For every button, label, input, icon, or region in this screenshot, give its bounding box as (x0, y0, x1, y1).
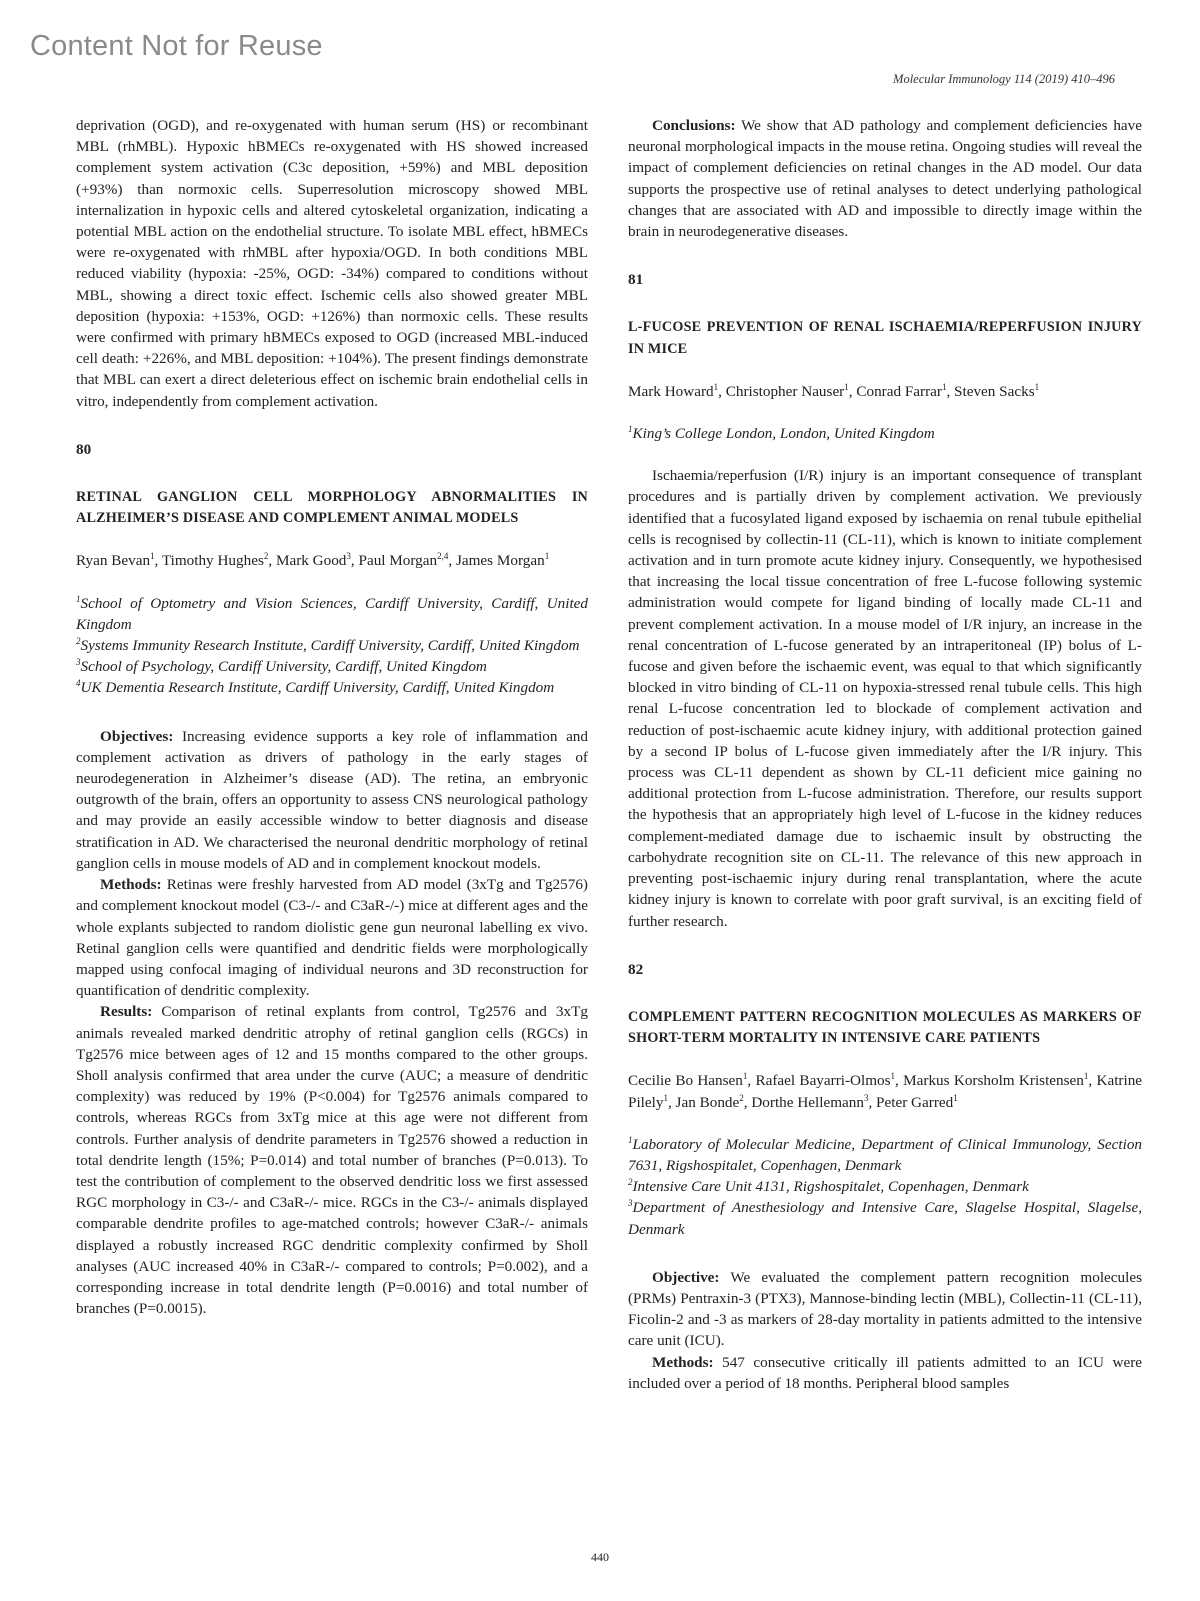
conclusions-paragraph (628, 115, 1142, 242)
watermark: Content Not for Reuse (30, 30, 323, 62)
author-affiliation-marker: 3 (346, 551, 351, 562)
author-affiliation-marker: 1 (1034, 381, 1040, 392)
author-affiliation-marker: 2,4 (437, 551, 449, 562)
author-name: Mark Howard (628, 382, 714, 400)
right-column (628, 115, 1142, 1394)
author-name: Paul Morgan (358, 552, 438, 570)
affiliation-text: School of Optometry and Vision Sciences, Cardiff University, Cardiff, United Kingdom (76, 594, 588, 633)
author-affiliation-marker: 1 (844, 381, 849, 392)
affiliation (628, 423, 1142, 444)
author-name: Cecilie Bo Hansen (628, 1072, 743, 1090)
continued-paragraph: deprivation (OGD), and re-oxygenated with human serum (HS) or recombinant MBL (rhMBL). Hypoxic hBMECs re-oxygenated with HS showed increased complement system activation (C3c deposition, +59%) and MBL deposition (+93%) than normoxic cells. Superresolution microscopy showed MBL internalization in hypoxic cells and altered cytoskeletal organization, indicating a potential MBL action on the endothelial structure. To isolate MBL effect, hBMECs were re-oxygenated with rhMBL after hypoxia/OGD. In both conditions MBL reduced viability (hypoxia: -25%, OGD: -34%) compared to conditions without MBL, showing a direct toxic effect. Ischemic cells also showed greater MBL deposition (hypoxia: +153%, OGD: +126%) than normoxic cells. These results were confirmed with primary hBMECs exposed to OGD (increased MBL-induced cell death: +226%, and MBL deposition: +104%). The present findings demonstrate that MBL can exert a direct deleterious effect on ischemic brain endothelial cells in vitro, independently from complement activation. (76, 117, 588, 410)
methods-label: Methods: (100, 876, 162, 894)
author-name: Timothy Hughes (161, 552, 264, 570)
affiliation-text: Laboratory of Molecular Medicine, Department of Clinical Immunology, Section 7631, Rigshospitalet, Copenhagen, Denmark (628, 1135, 1142, 1174)
author-name: Jan Bonde (675, 1093, 740, 1111)
author-name: Markus Korsholm Kristensen (903, 1072, 1084, 1090)
author-affiliation-marker: 1 (742, 1071, 748, 1082)
abstract-title: L-FUCOSE PREVENTION OF RENAL ISCHAEMIA/REPERFUSION INJURY IN MICE (628, 319, 1142, 357)
affiliation-marker: 1 (628, 1134, 633, 1145)
affiliation-text: Department of Anesthesiology and Intensive Care, Slagelse Hospital, Slagelse, Denmark (628, 1199, 1142, 1238)
affiliation-text: Intensive Care Unit 4131, Rigshospitalet, Copenhagen, Denmark (632, 1178, 1029, 1196)
page-number: 440 (591, 1550, 609, 1564)
results-label: Results: (100, 1003, 153, 1021)
author-name: Conrad Farrar (856, 382, 942, 400)
affiliation-text: UK Dementia Research Institute, Cardiff University, Cardiff, United Kingdom (80, 679, 555, 697)
author-name: Dorthe Hellemann (751, 1093, 864, 1111)
author-affiliation-marker: 3 (863, 1092, 869, 1103)
author-affiliation-marker: 1 (150, 551, 155, 562)
methods-paragraph (76, 874, 588, 1001)
objective-label: Objective: (652, 1268, 720, 1286)
affiliation (76, 656, 588, 677)
affiliation-list (76, 593, 588, 699)
methods-paragraph (628, 1352, 1142, 1394)
affiliation (76, 593, 588, 635)
author-affiliation-marker: 1 (544, 551, 550, 562)
methods-text: 547 consecutive critically ill patients admitted to an ICU were included over a period of 18 months. Peripheral blood samples (628, 1353, 1142, 1392)
author-affiliation-marker: 2 (739, 1092, 744, 1103)
author-affiliation-marker: 1 (1083, 1071, 1089, 1082)
affiliation (76, 635, 588, 656)
affiliation (76, 677, 588, 698)
author-name: Ryan Bevan (76, 552, 151, 570)
affiliation-text: School of Psychology, Cardiff University, Cardiff, United Kingdom (80, 658, 487, 676)
results-paragraph (76, 1001, 588, 1319)
author-name: Peter Garred (876, 1093, 954, 1111)
affiliation-marker: 3 (76, 657, 81, 668)
author-list: Cecilie Bo Hansen$^1$, Rafael Bayarri-Olmos$^1$, Markus Korsholm Kristensen$^1$, Katrine Pilely$^1$, Jan Bonde$^2$, Dorthe Hellemann$^3$, Peter Garred$^1$ (628, 1071, 1143, 1111)
affiliation-text: Systems Immunity Research Institute, Cardiff University, Cardiff, United Kingdom (80, 637, 580, 655)
author-name: Mark Good (275, 552, 347, 570)
author-name: Rafael Bayarri-Olmos (755, 1072, 891, 1090)
methods-text: Retinas were freshly harvested from AD model (3xTg and Tg2576) and complement knockout model (C3-/- and C3aR-/-) mice at different ages and the whole explants subjected to random diolistic gene gun neuronal labelling ex vivo. Retinal ganglion cells were quantified and dendritic fields were morphologically mapped using confocal imaging of individual neurons and 3D reconstruction for quantification of dendritic complexity. (76, 876, 588, 1000)
author-affiliation-marker: 1 (941, 381, 947, 392)
affiliation (628, 1197, 1142, 1239)
journal-reference: Molecular Immunology 114 (2019) 410–496 (893, 72, 1115, 86)
affiliation-list (628, 423, 1142, 444)
author-name: Katrine Pilely (628, 1072, 1143, 1111)
affiliation-marker: 3 (628, 1198, 633, 1209)
objectives-label: Objectives: (100, 727, 174, 745)
author-affiliation-marker: 1 (890, 1071, 896, 1082)
affiliation-list (628, 1134, 1142, 1240)
author-affiliation-marker: 1 (953, 1092, 958, 1103)
conclusions-text: We show that AD pathology and complement deficiencies have neuronal morphological impacts in the mouse retina. Ongoing studies will reveal the impact of complement deficiencies on retinal changes in the AD model. Our data supports the prospective use of retinal analyses to detect underlying pathological changes that are associated with AD and impossible to directly image within the brain in neurodegenerative diseases. (628, 117, 1142, 241)
author-name: Steven Sacks (954, 382, 1035, 400)
abstract-number: 82 (628, 960, 644, 978)
abstract-number: 81 (628, 271, 644, 289)
left-column (76, 115, 588, 1319)
affiliation-marker: 2 (76, 636, 81, 646)
abstract-number: 80 (76, 440, 92, 458)
conclusions-label: Conclusions: (652, 117, 736, 134)
affiliation-marker: 1 (76, 593, 81, 604)
abstract-title: COMPLEMENT PATTERN RECOGNITION MOLECULES AS MARKERS OF SHORT-TERM MORTALITY IN INTENSIVE CARE PATIENTS (628, 1008, 1142, 1047)
author-list: Mark Howard$^1$, Christopher Nauser$^1$, Conrad Farrar$^1$, Steven Sacks$^1$ (628, 381, 1040, 400)
affiliation (628, 1176, 1142, 1197)
abstract-title: RETINAL GANGLION CELL MORPHOLOGY ABNORMALITIES IN ALZHEIMER’S DISEASE AND COMPLEMENT ANIMAL MODELS (76, 489, 588, 527)
affiliation-text: King’s College London, London, United Kingdom (632, 425, 935, 443)
objectives-paragraph (76, 726, 588, 874)
author-affiliation-marker: 1 (713, 381, 719, 392)
affiliation-marker: 2 (628, 1177, 633, 1188)
objective-text: We evaluated the complement pattern recognition molecules (PRMs) Pentraxin-3 (PTX3), Mannose-binding lectin (MBL), Collectin-11 (CL-11), Ficolin-2 and -3 as markers of 28-day mortality in patients admitted to the intensive care unit (ICU). (628, 1268, 1142, 1350)
author-affiliation-marker: 2 (263, 551, 269, 562)
affiliation-marker: 4 (76, 678, 81, 689)
affiliation-marker: 1 (628, 423, 633, 434)
body-paragraph: Ischaemia/reperfusion (I/R) injury is an important consequence of transplant procedures and is partially driven by complement activation. We previously identified that a fucosylated ligand exposed by ischaemia on renal tubule epithelial cells is recognised by collectin-11 (CL-11), which is known to initiate complement activation and in turn promote acute kidney injury. Consequently, we hypothesised that increasing the local tissue concentration of free L-fucose following systemic administration would compete for ligand binding of locally made CL-11 and prevent complement activation. In a mouse model of I/R injury, an increase in the renal concentration of L-fucose generated by an intraperitoneal (IP) bolus of L-fucose and given before the ischaemic event, was equal to that which significantly blocked in vitro binding of CL-11 on hypoxia-stressed renal tubule cells. This high renal L-fucose concentration led to blockade of complement activation and reduction of post-ischaemic acute kidney injury, with additional protection gained by a second IP bolus of L-fucose given immediately after the I/R injury. This process was CL-11 dependent as shown by CL-11 deficient mice gaining no additional protection from L-fucose administration. Therefore, our results support the hypothesis that an appropriately high level of L-fucose in the kidney reduces complement-mediated damage due to ischaemic insult by obstructing the carbohydrate recognition site on CL-11. The relevance of this new approach in preventing post-ischaemic injury during renal transplantation, where the acute kidney injury is known to correlate with poor graft survival, is an exciting field of further research. (628, 467, 1142, 930)
author-name: James Morgan (455, 552, 545, 570)
author-list: Ryan Bevan$^1$, Timothy Hughes$^2$, Mark Good$^3$, Paul Morgan$^{2,4}$, James Morgan$^1$ (76, 551, 550, 570)
author-name: Christopher Nauser (725, 382, 845, 400)
affiliation (628, 1134, 1142, 1176)
results-text: Comparison of retinal explants from control, Tg2576 and 3xTg animals revealed marked dendritic atrophy of retinal ganglion cells (RGCs) in Tg2576 mice between ages of 12 and 15 months compared to the other groups. Sholl analysis confirmed that area under the curve (AUC; a measure of dendritic complexity) was reduced by 19% (P<0.004) for Tg2576 animals compared to controls, whereas RGCs from 3xTg mice at this age were not different from controls. Further analysis of dendrite parameters in Tg2576 showed a reduction in total dendrite length (15%; P=0.014) and total number of branches (P=0.013). To test the contribution of complement to the observed dendritic loss we first assessed RGC morphology in C3-/- and C3aR-/- mice. RGCs in the C3-/- animals displayed comparable dendrite profiles to age-matched controls; however C3aR-/- animals displayed a robustly increased RGC dendritic complexity confirmed by Sholl analyses (AUC increased 40% in C3aR-/- compared to controls; P=0.002), and a corresponding increase in total dendrite length (P=0.0016) and total number of branches (P=0.0015). (76, 1003, 588, 1318)
objectives-text: Increasing evidence supports a key role of inflammation and complement activation as drivers of pathology in the early stages of neurodegeneration in Alzheimer’s disease (AD). The retina, an embryonic outgrowth of the brain, offers an opportunity to assess CNS neurological pathology and may provide an easily accessible window to better diagnosis and disease stratification in AD. We characterised the neuronal dendritic morphology of retinal ganglion cells in mouse models of AD and in complement knockout models. (76, 727, 588, 872)
author-affiliation-marker: 1 (663, 1092, 668, 1103)
objective-paragraph (628, 1267, 1142, 1352)
methods-label: Methods: (652, 1353, 714, 1371)
